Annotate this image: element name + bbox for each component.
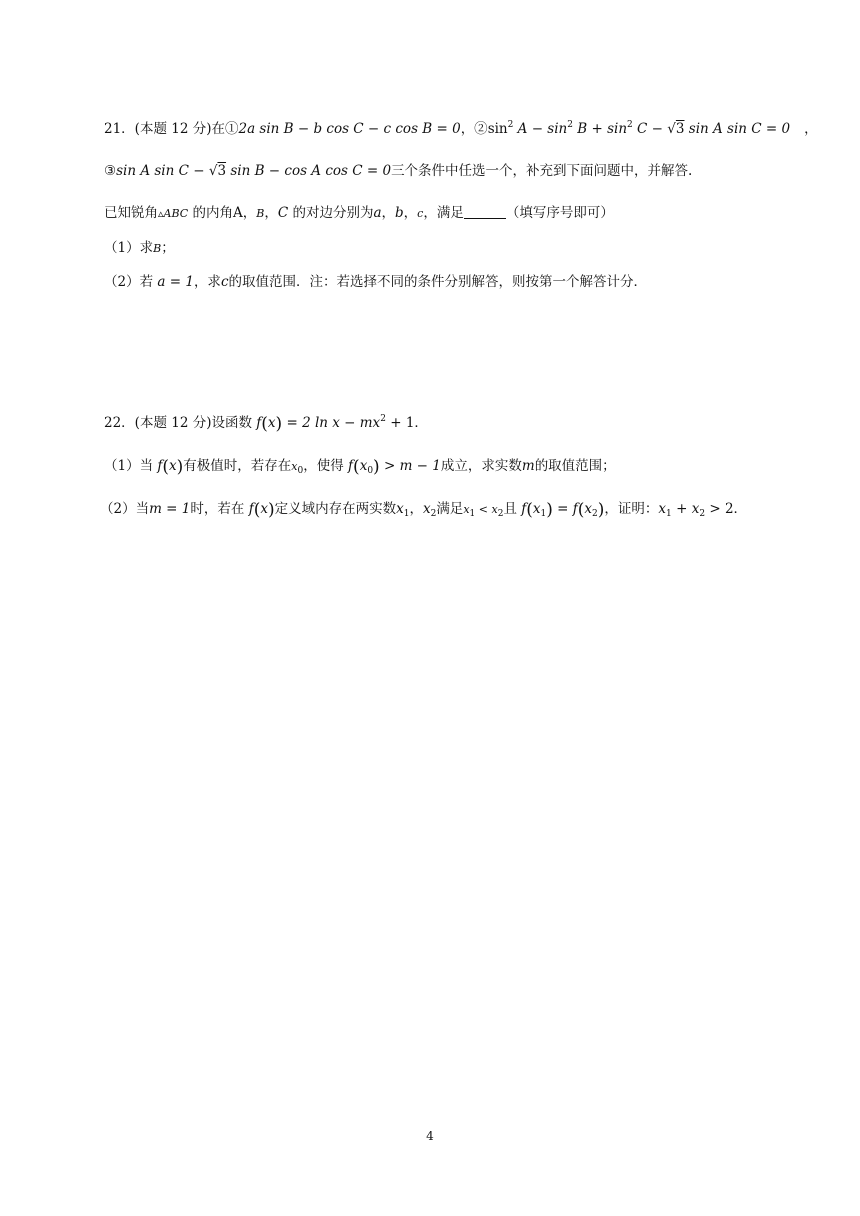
sqrt-radicand: 3	[217, 163, 227, 179]
paren: )	[275, 414, 283, 434]
text: ，满足	[423, 205, 464, 221]
q21-cond2-e: sin A sin C = 0	[684, 121, 791, 137]
var-x: x	[691, 501, 700, 517]
sub: 1	[666, 509, 672, 519]
q21-line1	[104, 121, 818, 137]
q21-line2-text: 三个条件中任选一个，补充到下面问题中，并解答.	[391, 163, 693, 179]
var-c: c	[220, 274, 229, 290]
var-x: x	[422, 501, 431, 517]
paren: (	[353, 457, 360, 477]
function-f: f	[157, 458, 163, 474]
var-m: m	[521, 458, 535, 474]
q21-line2	[104, 165, 692, 179]
text: + 1．	[385, 415, 428, 431]
less-than: <	[475, 503, 492, 516]
paren: (	[261, 414, 268, 434]
var-b: b	[395, 205, 404, 221]
sqrt-symbol: √3	[208, 163, 227, 179]
sub: 2	[497, 509, 504, 519]
q21-cond3-b: sin B − cos A cos C = 0	[226, 163, 392, 179]
var-x0: x	[291, 460, 298, 473]
page-number: 4	[426, 1129, 434, 1143]
paren: )	[546, 500, 553, 520]
circle-3: ③	[104, 163, 117, 179]
text: 有极值时，若存在	[183, 458, 292, 474]
text: （1）当	[104, 458, 158, 474]
function-f: f	[248, 501, 254, 517]
q22-equation: = 2 ln x − mx	[282, 415, 381, 431]
paren: )	[267, 500, 275, 520]
sqrt-radicand: 3	[675, 121, 685, 137]
sub: 0	[297, 466, 304, 476]
sup: 2	[507, 120, 514, 130]
text: （2）当	[100, 501, 150, 517]
q22-part1	[104, 459, 616, 476]
q21-cond2-c: B + sin	[572, 121, 628, 137]
triangle-abc: ▵ABC	[158, 207, 189, 220]
sub: 0	[367, 466, 374, 476]
var-b-upper: B	[153, 242, 162, 255]
equation-m-eq-1: m = 1	[149, 501, 191, 517]
var-x: x	[396, 501, 404, 517]
text: 的取值范围；	[534, 458, 616, 474]
q22-number: 22．(本题 12 分)设函数	[104, 415, 257, 431]
var-x: x	[584, 501, 593, 517]
text: ，证明：	[604, 501, 659, 517]
paren: )	[373, 457, 380, 477]
q21-tail: ，	[804, 121, 818, 137]
q21-number: 21．(本题 12 分)在①	[104, 121, 239, 137]
var-x: x	[359, 458, 368, 474]
text: 成立，求实数	[440, 458, 522, 474]
sub: 2	[699, 509, 706, 519]
var-x: x	[658, 501, 667, 517]
q21-cond2-b: A − sin	[513, 121, 568, 137]
paren: (	[577, 500, 585, 520]
sub: 2	[430, 509, 437, 519]
function-f: f	[572, 501, 578, 517]
var-x: x	[267, 415, 276, 431]
text: > 2．	[705, 501, 748, 517]
var-c-upper: C	[277, 205, 289, 221]
var-b-upper: B	[256, 207, 265, 220]
var-x: x	[532, 501, 541, 517]
var-x: x	[169, 458, 177, 474]
function-f: f	[348, 458, 354, 474]
q21-part2	[104, 276, 647, 290]
q22-part2	[100, 502, 747, 519]
text: ，	[409, 501, 423, 517]
text: 且	[503, 501, 522, 517]
paren: (	[253, 500, 261, 520]
var-c: c	[417, 207, 424, 220]
text: 的对边分别为	[288, 205, 374, 221]
paren: (	[162, 457, 170, 477]
comma: ，	[264, 205, 278, 221]
function-f: f	[521, 501, 527, 517]
sqrt-symbol: √3	[667, 121, 685, 137]
q21-condition-1: 2a sin B − b cos C − c cos B = 0	[238, 121, 461, 137]
comma: ，	[403, 205, 418, 221]
function-f: f	[256, 415, 262, 431]
inequality: > m − 1	[379, 458, 441, 474]
paren: )	[597, 500, 605, 520]
text: 已知锐角	[104, 205, 158, 221]
var-x: x	[260, 501, 268, 517]
q21-cond3-a: sin A sin C −	[116, 163, 209, 179]
q21-line3	[104, 206, 614, 221]
plus: +	[671, 501, 692, 517]
text: （1）求	[104, 240, 154, 256]
sub: 1	[540, 509, 547, 519]
sub: 2	[592, 509, 598, 519]
sub: 1	[469, 509, 476, 519]
q21-sep: ，②	[460, 121, 488, 137]
text: 时，若在	[190, 501, 249, 517]
answer-blank	[464, 206, 506, 219]
equation-a-eq-1: a = 1	[157, 274, 194, 290]
sup: 2	[567, 120, 573, 130]
text: ，求	[193, 274, 221, 290]
q21-cond2-sin: sin	[487, 121, 508, 137]
comma: ，	[381, 205, 396, 221]
paren: (	[526, 500, 533, 520]
paren: )	[176, 457, 184, 477]
var-a: a	[373, 205, 382, 221]
equals: =	[552, 501, 573, 517]
text: （填写序号即可）	[505, 205, 614, 221]
sup: 2	[627, 120, 633, 130]
text: 定义域内存在两实数	[274, 501, 397, 517]
var-x: x	[463, 503, 470, 516]
text: 的取值范围．注：若选择不同的条件分别解答，则按第一个解答计分．	[228, 274, 647, 290]
text: ；	[161, 240, 175, 256]
text: ，使得	[303, 458, 349, 474]
var-x: x	[491, 503, 498, 516]
q21-cond2-d: C −	[632, 121, 668, 137]
sub: 1	[403, 509, 410, 519]
q22-line1	[104, 415, 428, 433]
text: （2）若	[104, 274, 158, 290]
sup: 2	[380, 414, 386, 424]
text: 的内角A，	[188, 205, 257, 221]
q21-part1	[104, 242, 175, 256]
text: 满足	[436, 501, 464, 517]
